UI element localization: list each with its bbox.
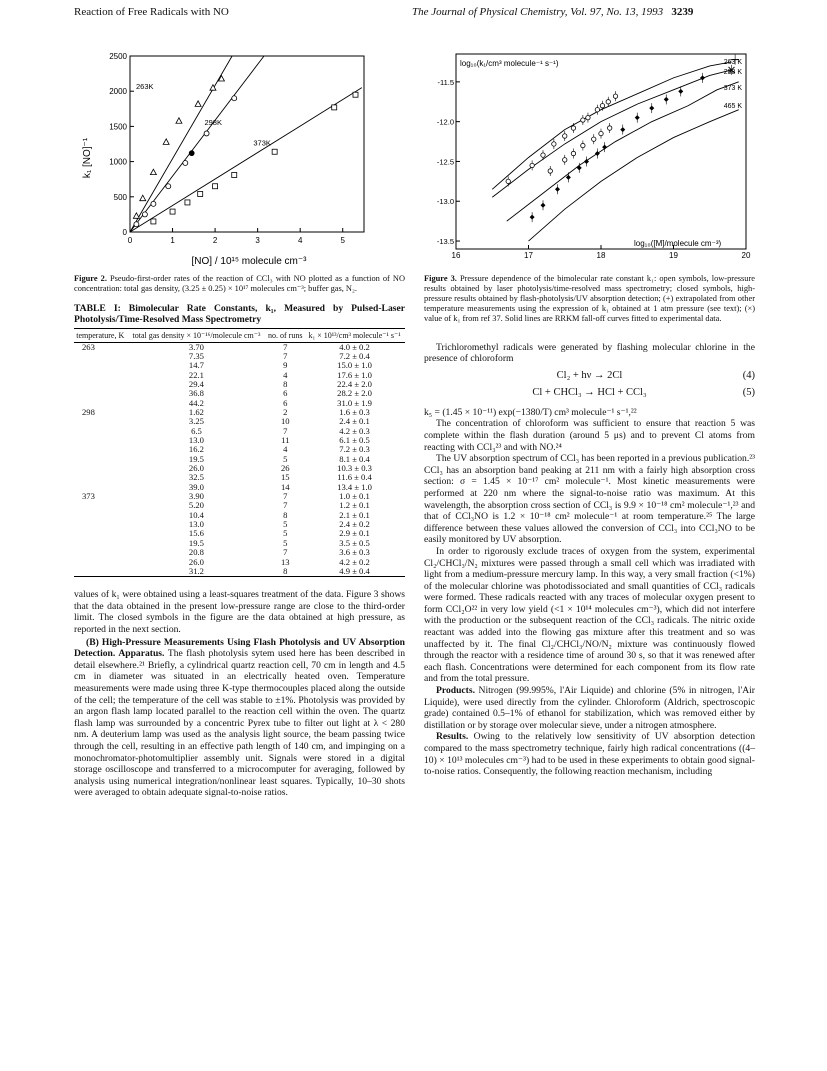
fig2-point [133,213,139,219]
right-paragraph-5 [424,685,755,731]
table-cell: 15.6 [188,528,204,539]
fig2-point [170,209,175,214]
products-text: Nitrogen (99.995%, l'Air Liquide) and chlorine (5% in nitrogen, l'Air Liquide), were used directly from the cylinder. Chloroform (Aldrich, spectroscopic grade) contained 0.5–1% of ethanol for stabilization, which was removed either by distillation or by storage over molecular sieve, under a nitrogen atmosphere. [424,685,755,731]
fig2-x-tick-label: 4 [297,236,303,245]
table-cell: 22.1 [188,369,204,380]
table-cell [74,417,127,426]
equation-4-body: Cl₂ + hν → 2Cl [556,369,623,381]
figure-2-caption-label: Figure 2. [74,273,107,283]
fig2-point [142,212,147,217]
fig2-point [189,151,194,156]
table-cell: 39.0 [188,481,204,492]
table-cell [74,389,127,398]
table-cell: 26.0 [188,556,204,567]
fig3-point-closed [635,115,640,120]
figure-3-caption-label: Figure 3. [424,273,457,283]
fig3-point-open [600,104,604,108]
fig3-curve-label: 373 K [723,85,742,92]
k5-expression: k₅ = (1.45 × 10⁻¹¹) exp(−1380/T) cm³ molecule⁻¹ s⁻¹,²² [424,406,637,418]
fig3-point-open [563,134,567,138]
equation-4-number: (4) [742,369,755,381]
table-cell: 7 [283,341,288,352]
fig3-rrkm-curve [492,70,731,197]
table-cell: 2.4 ± 0.1 [339,416,370,427]
table-cell: 22.4 ± 2.0 [337,378,372,389]
fig3-point-open [571,126,575,130]
fig3-point-closed [700,75,705,80]
table-cell [74,558,127,567]
figure-3-caption-text: Pressure dependence of the bimolecular rate constant k₁: open symbols, low-pressure results obtained by laser photolysis/time-resolved mass spectrometry; closed symbols, high-pressure results obtained by flash-photolysis/UV absorption detection; (+) extrapolated from other temperature measurements using the expression of k₁ obtained at 1 atm pressure (see text); (×) value of k₁ from ref 37. Solid lines are RRKM fall-off curves fitted to experimental data. [424,273,756,323]
table-cell: 2.9 ± 0.1 [339,528,370,539]
fig2-point [166,184,171,189]
fig2-x-tick-label: 3 [255,236,260,245]
table-header-cell: total gas density × 10⁻¹⁶/molecule cm⁻³ [127,328,267,342]
fig3-point-closed [649,106,654,111]
table-cell: 17.6 ± 1.0 [337,369,372,380]
figure-3-chart [424,46,755,268]
fig2-x-tick-label: 5 [340,236,345,245]
table-cell [74,352,127,361]
table-cell: 14.7 [188,360,204,371]
fig2-point [183,161,188,166]
fig2-point [232,96,237,101]
table-cell: 6 [283,388,288,399]
table-cell: 44.2 [188,397,204,408]
products-heading: Products. [436,685,475,697]
fig2-point [150,169,156,175]
fig3-ylabel: log₁₀(k₁/cm³ molecule⁻¹ s⁻¹) [460,59,559,68]
table-cell: 373 [82,491,95,502]
fig3-point-open [606,100,610,104]
fig3-x-tick-label: 18 [596,251,606,260]
table-cell: 7.35 [188,350,204,361]
table-cell [74,371,127,380]
table-cell [74,473,127,482]
table-cell: 32.5 [188,472,204,483]
fig2-point [272,149,277,154]
left-column [74,46,405,799]
fig2-x-tick-label: 0 [127,236,133,245]
rate-constants-table [74,328,405,578]
left-paragraph-1: values of k₁ were obtained using a least-squares treatment of the data. Figure 3 shows that the data obtained in the present low-pressure range are close to the third-order limit. The closed symbols in the figure are the data obtained at high pressure, as reported in the next section. [74,589,405,635]
fig2-point [353,92,358,97]
table-cell: 15.0 ± 1.0 [337,360,372,371]
fig2-point [163,139,169,145]
table-cell: 9 [283,360,288,371]
table-cell: 8.1 ± 0.4 [339,453,370,464]
page-number: 3239 [671,6,694,18]
table-cell: 8 [283,509,288,520]
fig3-curve-label: 298 K [723,69,742,76]
fig2-point [195,101,201,107]
fig3-point-open [581,118,585,122]
fig3-y-tick-label: -13.0 [436,197,454,207]
table-cell [74,501,127,510]
fig2-point [198,191,203,196]
fig2-ylabel: k₁ [NO]⁻¹ [82,137,93,179]
table-cell: 8 [266,567,304,577]
fig3-x-tick-label: 16 [451,251,461,260]
table-cell [74,567,127,577]
right-paragraph-4: In order to rigorously exclude traces of oxygen from the system, experimental Cl₂/CHCl₃/N₂ mixtures were passed through a small cell which was irradiated with light from a medium-pressure mercury lamp. In this way, a very small fraction (<1%) of the molecular chlorine was photodissociated and small quantities of CCl₃ radicals were formed. These radicals reacted with any traces of molecular oxygen present to form CCl₂O²² in very low yield (<1 × 10¹⁴ molecules cm⁻³), which did not interfere with the production or the subsequent reaction of the CCl₃ radicals. The nitric oxide reactant was added into the flowing gas mixture after this treatment and so was unaffected by it. The final Cl₂/CHCl₃/NO/N₂ mixture was continuously flowed through the reactor with a residence time of around 30 s, so that it was renewed after each flash. Concentrations were determined for each component from its flow rate and from the total pressure. [424,545,755,685]
table-row [74,567,405,577]
fig3-point-open [613,94,617,98]
table-cell: 7 [283,547,288,558]
table-cell: 7.2 ± 0.4 [339,350,370,361]
fig3-point-open [530,163,534,167]
fig2-series-label: 263K [136,82,154,92]
fig2-series-label: 298K [204,117,222,127]
table-title: TABLE I: Bimolecular Rate Constants, k₁, Measured by Pulsed-Laser Photolysis/Time-Resolved Mass Spectrometry [74,302,405,325]
table-cell: 11.6 ± 0.4 [337,472,372,483]
section-heading-b: (B) High-Pressure Measurements Using Flash Photolysis and UV Absorption Detection. Apparatus. [74,636,405,660]
table-cell [74,539,127,548]
fig2-y-tick-label: 0 [122,228,127,237]
table-cell: 26 [280,463,290,474]
fig3-point-open [595,108,599,112]
fig3-x-tick-label: 17 [524,251,533,260]
fig3-point-open [592,137,596,141]
fig2-point [332,105,337,110]
table-cell: 4.0 ± 0.2 [339,341,370,352]
table-cell: 7 [283,500,288,511]
table-cell: 13.4 ± 1.0 [337,481,372,492]
figure-2-caption [74,274,405,294]
table-cell: 7 [283,425,288,436]
fig3-point-open [506,179,510,183]
fig2-y-tick-label: 500 [113,192,127,202]
fig3-point-closed [678,89,683,94]
table-cell [74,427,127,436]
table-cell: 14 [280,481,290,492]
fig3-point-closed [555,187,560,192]
table-header-cell: temperature, K [74,328,127,342]
table-cell [74,548,127,557]
equation-5-body: Cl + CHCl₃ → HCl + CCl₃ [532,386,647,398]
fig2-point [151,219,156,224]
fig2-y-tick-label: 1000 [109,157,127,167]
table-cell [74,445,127,454]
journal-header [412,6,693,18]
fig3-xlabel: log₁₀([M]/molecule cm⁻³) [634,239,722,248]
table-cell: 16.2 [188,444,204,455]
fig3-point-open [571,151,575,155]
fig2-x-tick-label: 1 [170,236,175,245]
table-cell: 31.0 ± 1.9 [337,397,372,408]
fig2-point [185,200,190,205]
figure-2-chart [74,46,405,268]
fig2-xlabel: [NO] / 10¹⁵ molecule cm⁻³ [191,256,307,267]
table-header-row [74,328,405,342]
fig3-point-open [548,169,552,173]
table-cell: 5 [283,453,288,464]
right-paragraph-6 [424,731,755,777]
table-cell: 20.8 [188,547,204,558]
fig3-point-closed [541,203,546,208]
table-cell: 15 [280,472,290,483]
fig3-point-closed [664,97,669,102]
table-cell: 10.4 [188,509,204,520]
table-cell: 13.0 [188,435,204,446]
table-cell [74,511,127,520]
table-cell [74,361,127,370]
running-header: Reaction of Free Radicals with NO [74,6,229,18]
right-paragraph-2: The concentration of chloroform was sufficient to ensure that reaction 5 was complete within the flash duration (around 5 μs) and to prevent Cl atoms from reacting with CCl₃²³ and with NO.²⁴ [424,418,755,453]
table-cell: 4.2 ± 0.2 [339,556,370,567]
fig3-point-closed [595,151,600,156]
table-cell: 26.0 [188,463,204,474]
left-paragraph-2-text: The flash photolysis sytem used here has been described in detail elsewhere.²¹ Briefly, a cylindrical quartz reaction cell, 70 cm in length and 4.5 cm in diameter was situated in an electrically heated oven. Temperature measurements were made using three K-type thermocouples placed along the outside of the cell; the temperature of the cell was stable to ±1%. Photolysis was provided by an argon flash lamp located parallel to the reaction cell within the oven. The quartz flash lamp was surrounded by a concentric Pyrex tube to filter out light at λ < 280 nm. A deuterium lamp was used as the analysis light source, the beam passing twice through the cell, resulting in an effective path length of 140 cm, and impinging on a monochromator-photomultiplier assembly unit. Signals were stored in a digital storage oscilloscope and transferred to a microcomputer for averaging, followed by analysis using numerical integration/nonlinear least squares. Typically, 10–30 shots were averaged to obtain adequate signal-to-noise ratios. [74,648,405,799]
table-cell: 19.5 [188,537,204,548]
table-cell: 5 [283,528,288,539]
results-text: Owing to the relatively low sensitivity of UV absorption detection compared to the mass spectrometry technique, fairly high radical concentrations ((4–10) × 10¹³ molecules cm⁻³) had to be used in these experiments to obtain good signal-to-noise ratios. Consequently, the following reaction mechanism, including [424,731,755,778]
table-cell: 4 [283,444,288,455]
table-cell: 7 [283,350,288,361]
equation-5 [424,387,755,404]
table-header-cell: no. of runs [266,328,304,342]
table-cell: 6.5 [191,425,202,436]
fig3-point-closed [602,145,607,150]
table-cell: 7 [283,491,288,502]
table-cell: 1.6 ± 0.3 [339,407,370,417]
fig3-point-closed [577,165,582,170]
table-cell: 19.5 [188,453,204,464]
table-cell: 3.5 ± 0.5 [339,537,370,548]
fig3-y-tick-label: -11.5 [437,77,454,87]
fig3-y-tick-label: -13.5 [436,237,454,247]
fig3-rrkm-curve [507,82,739,221]
right-paragraph-3: The UV absorption spectrum of CCl₃ has been reported in a previous publication.²³ CCl₃ has an absorption band peaking at 211 nm with a fairly high absorption cross section: σ = 1.45 × 10⁻¹⁷ cm² molecule⁻¹. Most kinetic measurements were performed at 220 nm where the signal-to-noise ratio was maximum. At this wavelength, the absorption cross section of CCl₃ is 9.9 × 10⁻¹⁸ cm² molecule⁻¹,²³ and that of CCl₃NO is 1.2 × 10⁻¹⁸ cm² molecule⁻¹ at room temperature.²⁵ The large difference between these values allowed the conversion of CCl₃ into CCl₃NO to be easily monitored by UV absorption. [424,453,755,546]
table-cell: 4.9 ± 0.4 [304,567,405,577]
table-cell: 28.2 ± 2.0 [337,388,372,399]
table-cell [74,464,127,473]
table-cell [74,529,127,538]
table-header-cell: k₁ × 10¹³/cm³ molecule⁻¹ s⁻¹ [304,328,405,342]
fig2-point [151,201,156,206]
table-cell: 298 [82,407,95,417]
table-cell: 2.1 ± 0.1 [339,509,370,520]
right-column [424,46,755,778]
table-cell: 36.8 [188,388,204,399]
table-cell [74,380,127,389]
results-heading: Results. [436,731,469,743]
table-cell: 3.6 ± 0.3 [339,547,370,558]
fig2-point [204,131,209,136]
fig2-y-tick-label: 2500 [109,52,127,61]
table-cell: 2.4 ± 0.2 [339,519,370,530]
fig3-curve-label: 465 K [723,103,742,110]
table-cell: 1.62 [188,407,204,417]
fig2-point [213,184,218,189]
table-cell: 13 [280,556,290,567]
fig2-point [140,195,146,201]
fig3-point-closed [620,127,625,132]
table-cell: 4 [283,369,288,380]
fig3-point-closed [530,215,535,220]
figure-3-caption [424,274,755,324]
fig3-y-tick-label: -12.0 [436,117,454,127]
table-cell [74,436,127,445]
table-cell: 5 [283,537,288,548]
table-cell: 5 [283,519,288,530]
table-cell: 3.70 [188,341,204,352]
figure-2-caption-text: Pseudo-first-order rates of the reaction of CCl₃ with NO plotted as a function of NO concentration: total gas density, (3.25 ± 0.25) × 10¹⁷ molecules cm⁻³; buffer gas, N₂. [74,273,406,293]
table-cell: 13.0 [188,519,204,530]
fig3-rrkm-curve [529,110,739,241]
fig3-point-open [608,126,612,130]
fig2-y-tick-label: 2000 [109,87,127,97]
right-paragraph-1: Trichloromethyl radicals were generated by flashing molecular chlorine in the presence of chloroform [424,341,755,365]
fig3-point-open [586,115,590,119]
fig3-y-tick-label: -12.5 [436,157,454,167]
equation-5-number: (5) [742,386,755,398]
left-paragraph-2 [74,637,405,799]
table-cell: 263 [82,341,95,352]
journal-name: The Journal of Physical Chemistry, Vol. 97, No. 13, 1993 [412,6,664,18]
table-cell: 10 [280,416,290,427]
fig3-point-open [563,158,567,162]
table-cell: 4.2 ± 0.3 [339,425,370,436]
table-cell: 10.3 ± 0.3 [337,463,372,474]
fig3-point-open [599,131,603,135]
fig2-y-tick-label: 1500 [109,122,127,132]
fig3-x-tick-label: 20 [741,251,751,260]
fig3-x-tick-label: 19 [669,251,678,260]
fig3-point-open [541,153,545,157]
table-cell: 5.20 [188,500,204,511]
fig2-fit-line [130,88,362,232]
table-cell [74,520,127,529]
table-cell: 7.2 ± 0.3 [339,444,370,455]
table-cell: 8 [283,378,288,389]
table-cell: 11 [281,435,290,446]
fig2-point [176,118,182,124]
table-cell: 6.1 ± 0.5 [339,435,370,446]
table-cell: 2 [283,407,288,417]
fig3-point-open [552,142,556,146]
equation-4 [424,370,755,387]
table-cell: 3.90 [188,491,204,502]
table-cell [74,455,127,464]
fig2-series-label: 373K [253,138,271,148]
table-cell: 6 [283,397,288,408]
table-cell: 1.0 ± 0.1 [339,491,370,502]
table-cell: 1.2 ± 0.1 [339,500,370,511]
fig2-point [232,172,237,177]
table-cell: 31.2 [127,567,267,577]
fig3-curve-label: 263 K [723,59,742,66]
table-cell: 29.4 [188,378,204,389]
fig2-x-tick-label: 2 [212,236,218,245]
fig3-point-open [581,143,585,147]
fig2-point [134,222,139,227]
table-cell: 3.25 [188,416,204,427]
